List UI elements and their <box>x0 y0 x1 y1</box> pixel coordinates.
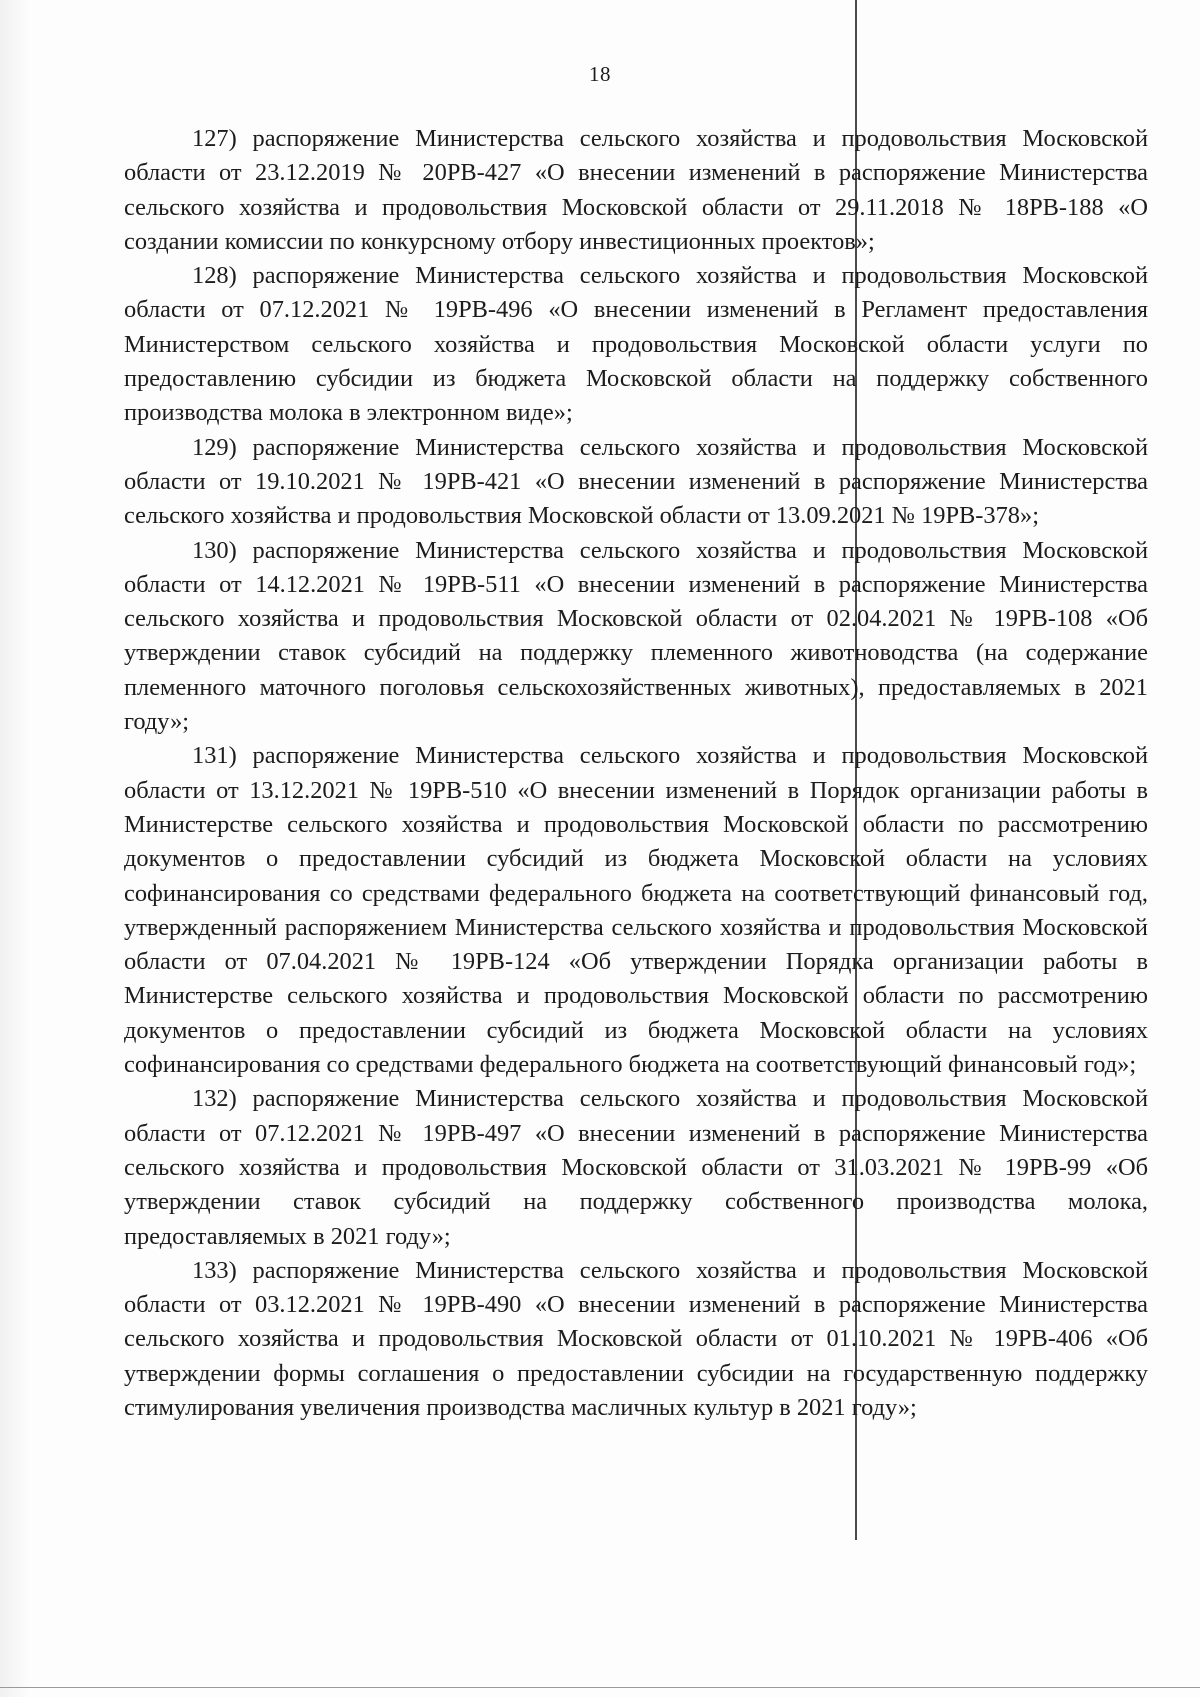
list-item-129: 129) распоряжение Министерства сельского хозяйства и продовольствия Московской области от 19.10.2021 № 19РВ-421 «О внесении изменений в распоряжение Министерства сельского хозяйства и продовольствия Московской области от 13.09.2021 № 19РВ-378»; <box>124 433 1148 530</box>
list-item-130: 130) распоряжение Министерства сельского хозяйства и продовольствия Московской области от 14.12.2021 № 19РВ-511 «О внесении изменений в распоряжение Министерства сельского хозяйства и продовольствия Московской области от 02.04.2021 № 19РВ-108 «Об утверждении ставок субсидий на поддержку племенного животноводства (на содержание племенного маточного поголовья сельскохозяйственных животных), предоставляемых в 2021 году»; <box>124 536 1148 736</box>
bottom-edge-rule <box>0 1687 1200 1688</box>
list-item-133: 133) распоряжение Министерства сельского хозяйства и продовольствия Московской области от 03.12.2021 № 19РВ-490 «О внесении изменений в распоряжение Министерства сельского хозяйства и продовольствия Московской области от 01.10.2021 № 19РВ-406 «Об утверждении формы соглашения о предоставлении субсидии на государственную поддержку стимулирования увеличения производства масличных культур в 2021 году»; <box>124 1256 1148 1421</box>
page-number: 18 <box>589 62 611 86</box>
list-item-127: 127) распоряжение Министерства сельского хозяйства и продовольствия Московской области от 23.12.2019 № 20РВ-427 «О внесении изменений в распоряжение Министерства сельского хозяйства и продовольствия Московской области от 29.11.2018 № 18РВ-188 «О создании комиссии по конкурсному отбору инвестиционных проектов»; <box>124 125 1148 255</box>
document-body <box>124 122 1148 1425</box>
list-item-128: 128) распоряжение Министерства сельского хозяйства и продовольствия Московской области от 07.12.2021 № 19РВ-496 «О внесении изменений в Регламент предоставления Министерством сельского хозяйства и продовольствия Московской области услуги по предоставлению субсидии из бюджета Московской области на поддержку собственного производства молока в электронном виде»; <box>124 262 1148 427</box>
list-item-132: 132) распоряжение Министерства сельского хозяйства и продовольствия Московской области от 07.12.2021 № 19РВ-497 «О внесении изменений в распоряжение Министерства сельского хозяйства и продовольствия Московской области от 31.03.2021 № 19РВ-99 «Об утверждении ставок субсидий на поддержку собственного производства молока, предоставляемых в 2021 году»; <box>124 1085 1148 1250</box>
list-item-131: 131) распоряжение Министерства сельского хозяйства и продовольствия Московской области от 13.12.2021 № 19РВ-510 «О внесении изменений в Порядок организации работы в Министерстве сельского хозяйства и продовольствия Московской области по рассмотрению документов о предоставлении субсидий из бюджета Московской области на условиях софинансирования со средствами федерального бюджета на соответствующий финансовый год, утвержденный распоряжением Министерства сельского хозяйства и продовольствия Московской области от 07.04.2021 № 19РВ-124 «Об утверждении Порядка организации работы в Министерстве сельского хозяйства и продовольствия Московской области по рассмотрению документов о предоставлении субсидий из бюджета Московской области на условиях софинансирования со средствами федерального бюджета на соответствующий финансовый год»; <box>124 742 1148 1079</box>
scan-edge-shadow <box>0 0 30 1697</box>
